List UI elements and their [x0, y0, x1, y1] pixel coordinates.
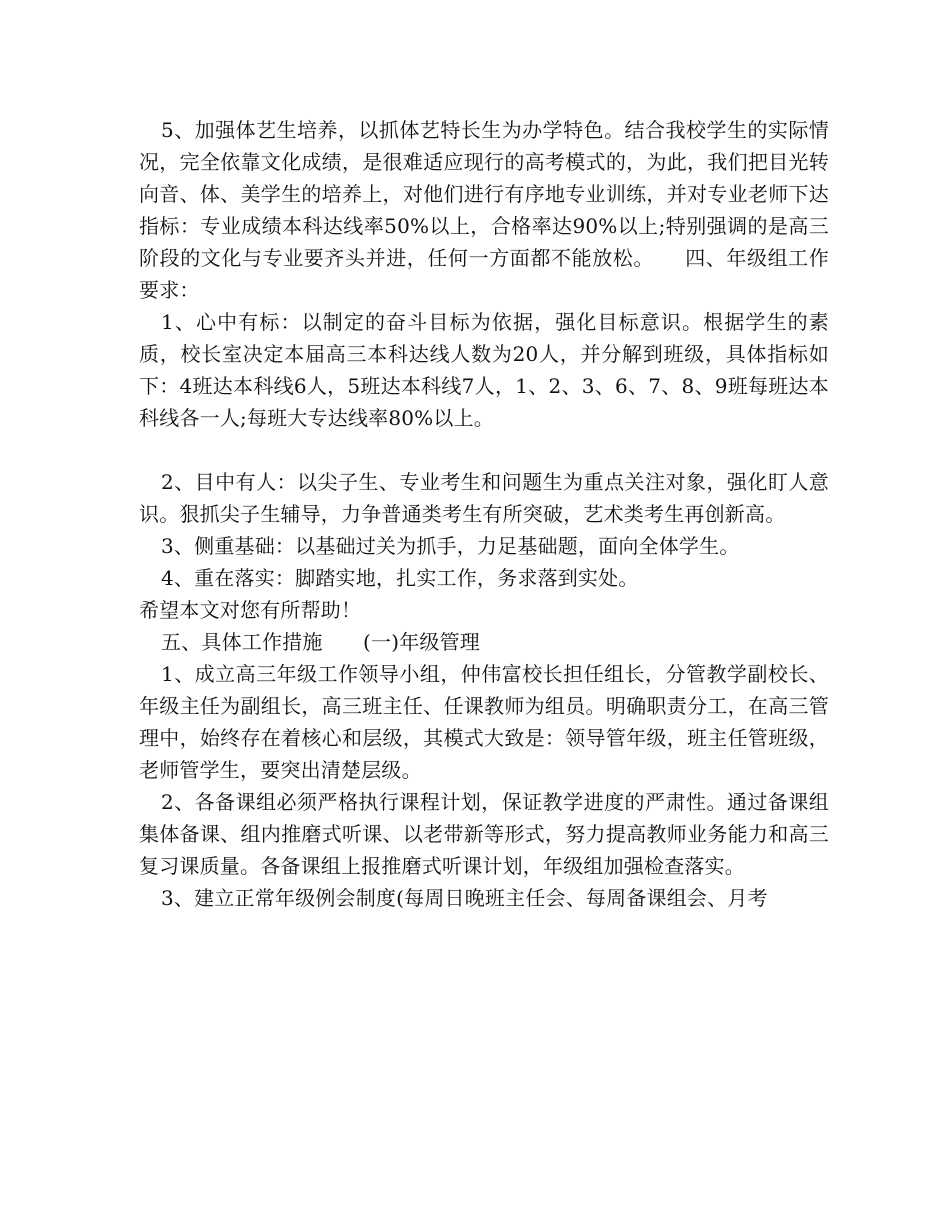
paragraph-lesson-groups: 2、各备课组必须严格执行课程计划，保证教学进度的严肃性。通过备课组集体备课、组内推磨式听课、以老带新等形式，努力提高教师业务能力和高三复习课质量。各备课组上报推磨式听课计划，年级组加强检查落实。	[139, 790, 829, 878]
paragraph-spacer	[139, 434, 829, 466]
document-body	[139, 114, 829, 914]
paragraph-arts-students: 5、加强体艺生培养，以抓体艺特长生为办学特色。结合我校学生的实际情况，完全依靠文化成绩，是很难适应现行的高考模式的，为此，我们把目光转向音、体、美学生的培养上，对他们进行有序地专业训练，并对专业老师下达指标：专业成绩本科达线率50%以上，合格率达90%以上;特别强调的是高三阶段的文化与专业要齐头并进，任何一方面都不能放松。 四、年级组工作要求：	[139, 118, 829, 302]
paragraph-key-students: 2、目中有人：以尖子生、专业考生和问题生为重点关注对象，强化盯人意识。狠抓尖子生辅导，力争普通类考生有所突破，艺术类考生再创新高。	[139, 470, 829, 526]
paragraph-meeting-system: 3、建立正常年级例会制度(每周日晚班主任会、每周备课组会、月考	[161, 886, 768, 910]
paragraph-helpful-note: 希望本文对您有所帮助！	[139, 598, 362, 622]
paragraph-implementation: 4、重在落实：脚踏实地，扎实工作，务求落到实处。	[161, 566, 639, 590]
paragraph-basics: 3、侧重基础：以基础过关为抓手，力足基础题，面向全体学生。	[161, 534, 740, 558]
section-heading-measures: 五、具体工作措施 (一)年级管理	[161, 630, 481, 654]
paragraph-leadership-group: 1、成立高三年级工作领导小组，仲伟富校长担任组长，分管教学副校长、年级主任为副组长，高三班主任、任课教师为组员。明确职责分工，在高三管理中，始终存在着核心和层级，其模式大致是：领导管年级，班主任管班级，老师管学生，要突出清楚层级。	[139, 662, 829, 782]
paragraph-target-goals: 1、心中有标：以制定的奋斗目标为依据，强化目标意识。根据学生的素质，校长室决定本届高三本科达线人数为20人，并分解到班级，具体指标如下：4班达本科线6人，5班达本科线7人，1、2、3、6、7、8、9班每班达本科线各一人;每班大专达线率80%以上。	[139, 310, 829, 430]
